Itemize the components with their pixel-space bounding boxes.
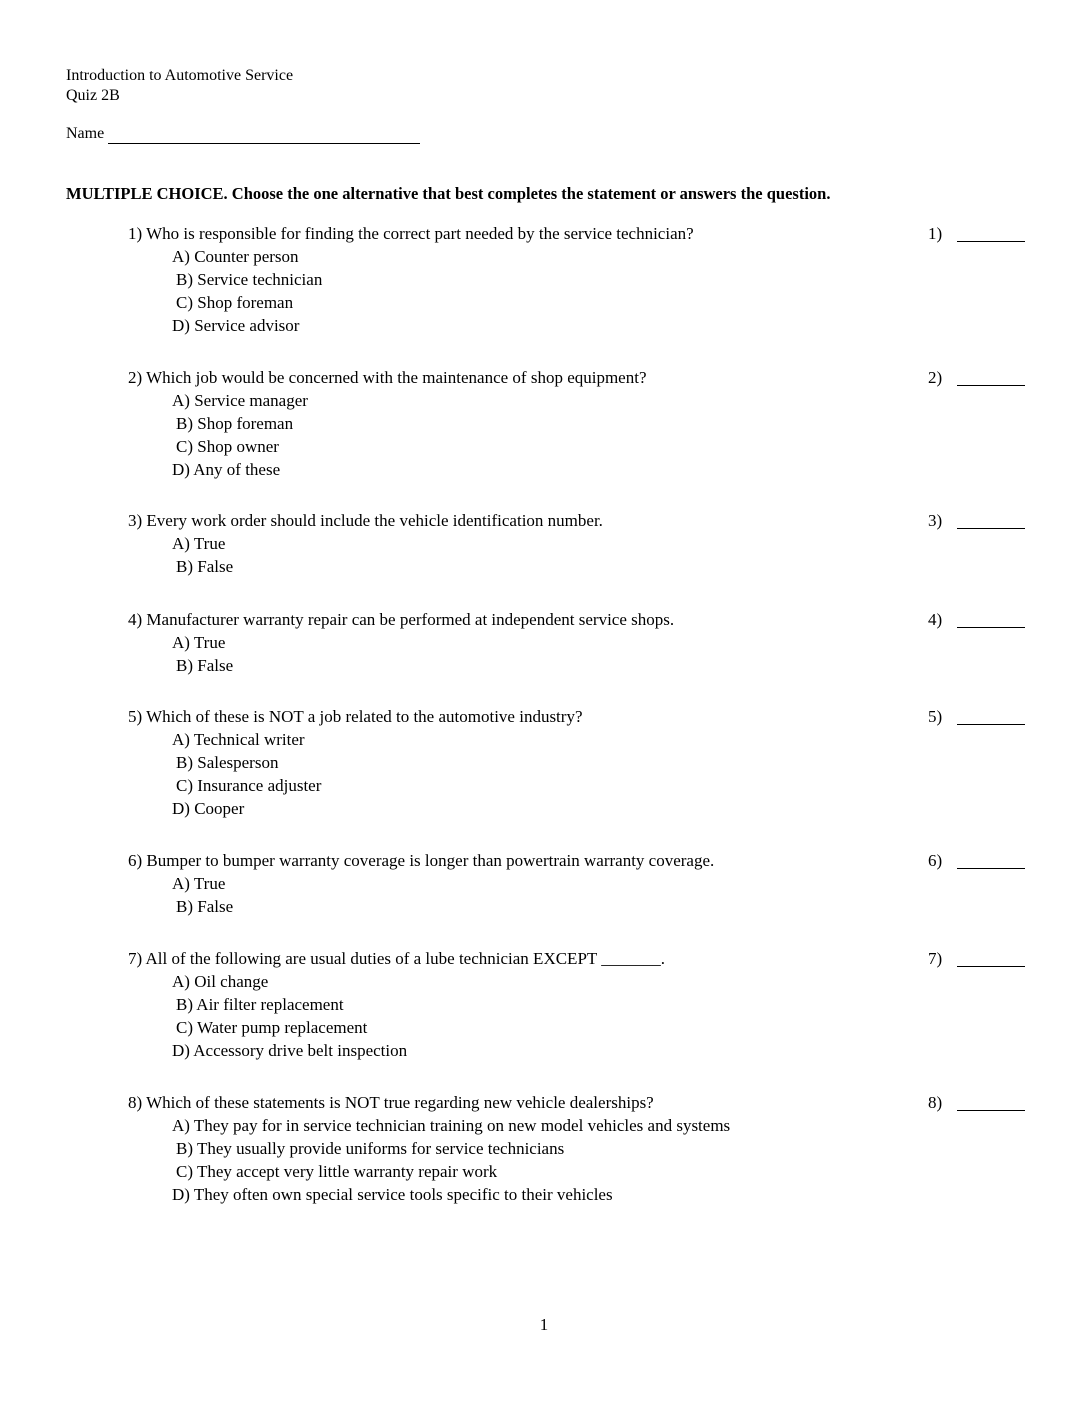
question-1	[128, 222, 1028, 337]
course-title: Introduction to Automotive Service	[66, 67, 294, 84]
answer-option[interactable]: C) Shop owner	[176, 437, 279, 456]
answer-line[interactable]	[957, 241, 1025, 242]
answer-option[interactable]: B) Air filter replacement	[176, 995, 344, 1014]
question-text: 4) Manufacturer warranty repair can be performed at independent service shops.	[128, 610, 675, 629]
question-text: 6) Bumper to bumper warranty coverage is longer than powertrain warranty coverage.	[128, 851, 715, 870]
answer-option[interactable]: C) Insurance adjuster	[176, 776, 322, 795]
name-blank-line[interactable]	[108, 143, 420, 144]
answer-option[interactable]: A) Technical writer	[172, 730, 305, 749]
question-8	[128, 1091, 1028, 1206]
question-6	[128, 849, 1028, 918]
question-5	[128, 705, 1028, 820]
answer-option[interactable]: B) Shop foreman	[176, 414, 294, 433]
answer-option[interactable]: B) Service technician	[176, 270, 323, 289]
answer-line[interactable]	[957, 868, 1025, 869]
answer-option[interactable]: D) Service advisor	[172, 316, 300, 335]
answer-number: 2)	[928, 368, 943, 387]
answer-option[interactable]: B) False	[176, 656, 234, 675]
question-text: 2) Which job would be concerned with the maintenance of shop equipment?	[128, 368, 647, 387]
answer-line[interactable]	[957, 724, 1025, 725]
answer-number: 8)	[928, 1093, 943, 1112]
question-7	[128, 947, 1028, 1062]
answer-option[interactable]: D) They often own special service tools specific to their vehicles	[172, 1185, 613, 1204]
answer-option[interactable]: C) They accept very little warranty repair work	[176, 1162, 498, 1181]
answer-option[interactable]: D) Cooper	[172, 799, 245, 818]
answer-line[interactable]	[957, 966, 1025, 967]
answer-number: 4)	[928, 610, 943, 629]
question-3	[128, 509, 1028, 578]
quiz-title: Quiz 2B	[66, 87, 120, 104]
answer-number: 1)	[928, 224, 943, 243]
question-text: 5) Which of these is NOT a job related to the automotive industry?	[128, 707, 583, 726]
answer-option[interactable]: D) Accessory drive belt inspection	[172, 1041, 408, 1060]
answer-option[interactable]: A) They pay for in service technician training on new model vehicles and systems	[172, 1116, 731, 1135]
answer-option[interactable]: A) True	[172, 633, 226, 652]
answer-option[interactable]: C) Water pump replacement	[176, 1018, 368, 1037]
answer-number: 3)	[928, 511, 943, 530]
answer-option[interactable]: A) Oil change	[172, 972, 269, 991]
page-number: 1	[539, 1315, 549, 1334]
answer-option[interactable]: A) True	[172, 874, 226, 893]
instructions: MULTIPLE CHOICE. Choose the one alternative that best completes the statement or answers the question.	[66, 184, 831, 203]
answer-option[interactable]: C) Shop foreman	[176, 293, 294, 312]
question-4	[128, 608, 1028, 677]
answer-option[interactable]: B) False	[176, 897, 234, 916]
question-2	[128, 366, 1028, 481]
answer-option[interactable]: A) True	[172, 534, 226, 553]
answer-line[interactable]	[957, 1110, 1025, 1111]
answer-number: 7)	[928, 949, 943, 968]
answer-option[interactable]: A) Service manager	[172, 391, 308, 410]
answer-option[interactable]: B) They usually provide uniforms for service technicians	[176, 1139, 565, 1158]
answer-option[interactable]: B) False	[176, 557, 234, 576]
question-text: 1) Who is responsible for finding the correct part needed by the service technician?	[128, 224, 694, 243]
question-text: 8) Which of these statements is NOT true regarding new vehicle dealerships?	[128, 1093, 654, 1112]
answer-option[interactable]: D) Any of these	[172, 460, 281, 479]
answer-option[interactable]: A) Counter person	[172, 247, 299, 266]
answer-line[interactable]	[957, 627, 1025, 628]
question-text: 3) Every work order should include the vehicle identification number.	[128, 511, 603, 530]
name-label: Name	[66, 125, 105, 142]
answer-number: 6)	[928, 851, 943, 870]
answer-line[interactable]	[957, 385, 1025, 386]
answer-number: 5)	[928, 707, 943, 726]
question-text: 7) All of the following are usual duties of a lube technician EXCEPT _______.	[128, 949, 665, 968]
answer-line[interactable]	[957, 528, 1025, 529]
answer-option[interactable]: B) Salesperson	[176, 753, 279, 772]
